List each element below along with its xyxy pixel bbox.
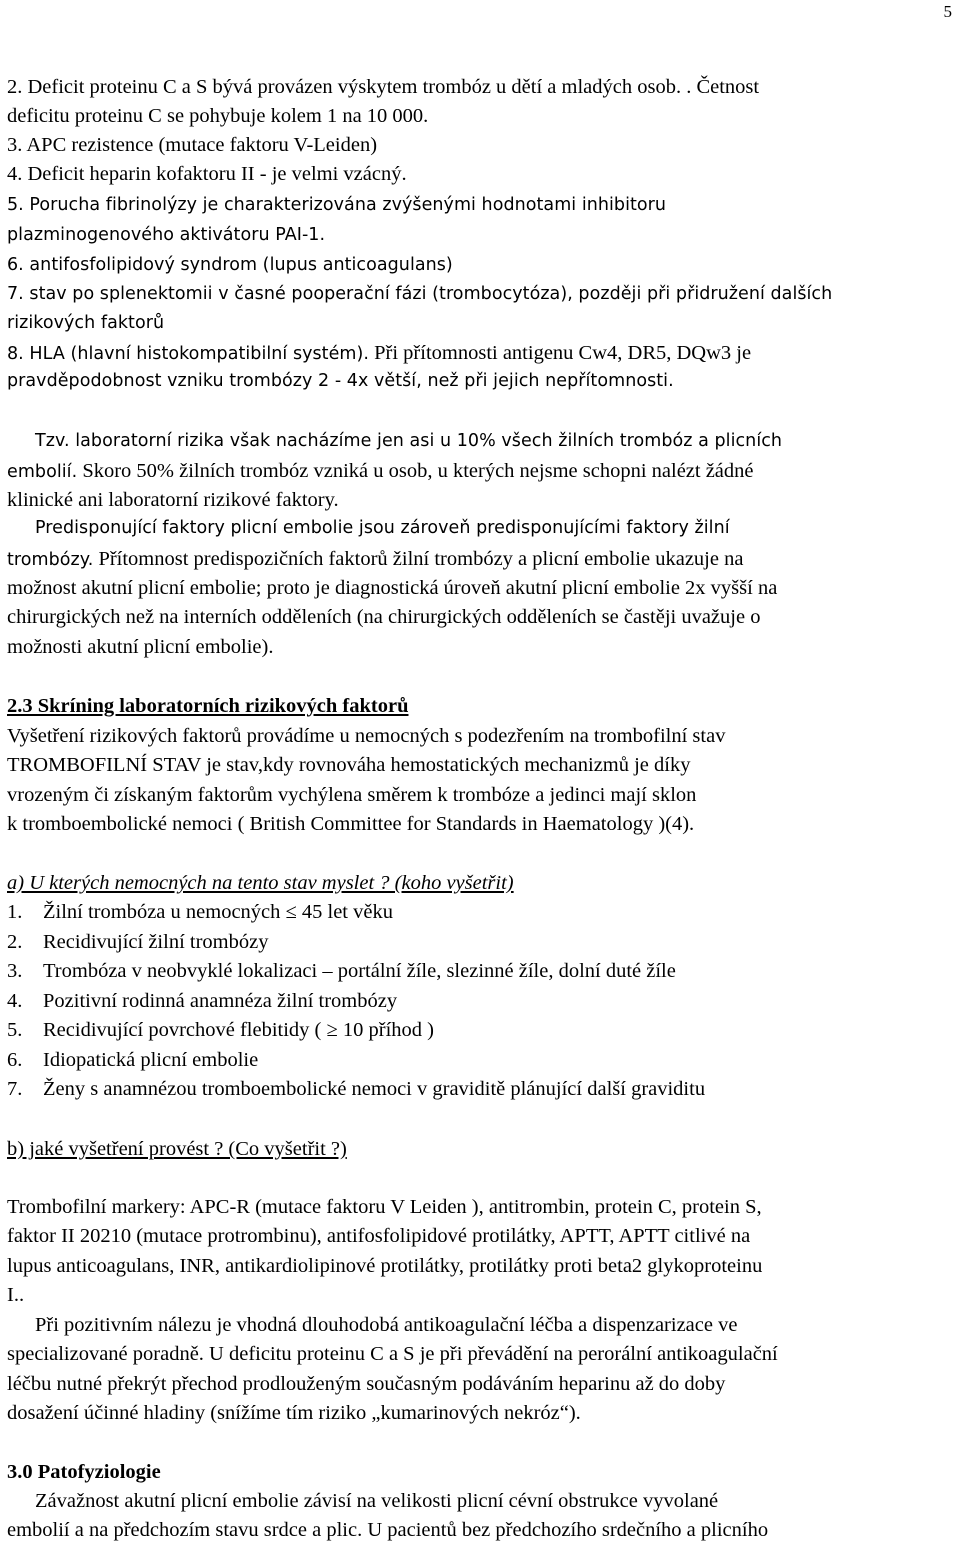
text-line: rizikových faktorů xyxy=(7,313,165,333)
text-line: Při pozitivním nálezu je vhodná dlouhodobá antikoagulační léčba a dispenzarizace ve xyxy=(35,1314,738,1336)
text-line: I.. xyxy=(7,1284,25,1306)
list-item xyxy=(7,932,268,953)
text-segment: embolií. xyxy=(7,462,78,482)
text-segment: Při přítomnosti antigenu Cw4, DR5, DQw3 je xyxy=(369,342,752,364)
list-item-number: 7. xyxy=(7,1078,23,1100)
text-line: deficitu proteinu C se pohybuje kolem 1 na 10 000. xyxy=(7,105,429,127)
list-item-number: 3. xyxy=(7,960,23,982)
text-line: plazminogenového aktivátoru PAI-1. xyxy=(7,225,326,245)
question-b: b) jaké vyšetření provést ? (Co vyšetřit ?) xyxy=(7,1138,347,1160)
text-line: pravděpodobnost vzniku trombózy 2 - 4x větší, než při jejich nepřítomnosti. xyxy=(7,371,674,391)
list-item-number: 1. xyxy=(7,901,23,923)
text-line: léčbu nutné překrýt přechod prodlouženým současným podáváním heparinu až do doby xyxy=(7,1373,726,1395)
list-item xyxy=(7,902,393,923)
text-line: 5. Porucha fibrinolýzy je charakterizována zvýšenými hodnotami inhibitoru xyxy=(7,195,667,215)
text-line: Závažnost akutní plicní embolie závisí na velikosti plicní cévní obstrukce vyvolané xyxy=(35,1490,719,1512)
question-a: a) U kterých nemocných na tento stav myslet ? (koho vyšetřit) xyxy=(7,872,514,894)
text-line: 2. Deficit proteinu C a S bývá provázen výskytem trombóz u dětí a mladých osob. . Četnost xyxy=(7,76,760,98)
section-heading: 2.3 Skríning laboratorních rizikových faktorů xyxy=(7,695,409,717)
text-line: specializované poradně. U deficitu proteinu C a S je při převádění na perorální antikoagulační xyxy=(7,1343,778,1365)
text-line xyxy=(7,343,751,364)
text-line: Vyšetření rizikových faktorů provádíme u nemocných s podezřením na trombofilní stav xyxy=(7,725,726,747)
text-line: 3. APC rezistence (mutace faktoru V-Leiden) xyxy=(7,134,378,156)
list-item xyxy=(7,961,676,982)
text-line: klinické ani laboratorní rizikové faktory. xyxy=(7,489,339,511)
text-line: Predisponující faktory plicní embolie jsou zároveň predisponujícími faktory žilní xyxy=(35,518,730,538)
text-line xyxy=(7,549,743,570)
text-line: k tromboembolické nemoci ( British Committee for Standards in Haematology )(4). xyxy=(7,813,695,835)
list-item-number: 6. xyxy=(7,1049,23,1071)
list-item-text: Ženy s anamnézou tromboembolické nemoci v graviditě plánující další graviditu xyxy=(43,1078,706,1100)
text-segment: 8. HLA (hlavní histokompatibilní systém). xyxy=(7,344,369,364)
section-heading: 3.0 Patofyziologie xyxy=(7,1461,161,1483)
text-line: TROMBOFILNÍ STAV je stav,kdy rovnováha hemostatických mechanizmů je díky xyxy=(7,754,691,776)
list-item xyxy=(7,1020,434,1041)
page-number: 5 xyxy=(943,2,952,21)
text-line: možnost akutní plicní embolie; proto je diagnostická úroveň akutní plicní embolie 2x vyšší na xyxy=(7,577,778,599)
list-item-text: Recidivující povrchové flebitidy ( ≥ 10 příhod ) xyxy=(43,1019,434,1041)
text-line: faktor II 20210 (mutace protrombinu), antifosfolipidové protilátky, APTT, APTT citlivé na xyxy=(7,1225,751,1247)
text-line: Tzv. laboratorní rizika však nacházíme jen asi u 10% všech žilních trombóz a plicních xyxy=(35,431,783,451)
list-item-text: Recidivující žilní trombózy xyxy=(43,931,269,953)
text-line: lupus anticoagulans, INR, antikardiolipinové protilátky, protilátky proti beta2 glykoproteinu xyxy=(7,1255,763,1277)
list-item xyxy=(7,991,397,1012)
text-segment: Přítomnost predispozičních faktorů žilní trombózy a plicní embolie ukazuje na xyxy=(93,548,744,570)
list-item-text: Pozitivní rodinná anamnéza žilní trombózy xyxy=(43,990,398,1012)
list-item-number: 5. xyxy=(7,1019,23,1041)
text-line xyxy=(7,461,754,482)
text-line: vrozeným či získaným faktorům vychýlena směrem k trombóze a jedinci mají sklon xyxy=(7,784,697,806)
text-line: chirurgických než na interních odděleních (na chirurgických odděleních se častěji uvažuje o xyxy=(7,606,761,628)
text-line: 7. stav po splenektomii v časné pooperační fázi (trombocytóza), později při přidružení dalších xyxy=(7,284,833,304)
text-segment: trombózy. xyxy=(7,550,94,570)
text-line: možnosti akutní plicní embolie). xyxy=(7,636,274,658)
text-line: 6. antifosfolipidový syndrom (lupus anticoagulans) xyxy=(7,255,453,275)
list-item-text: Žilní trombóza u nemocných ≤ 45 let věku xyxy=(43,901,393,923)
text-segment: Skoro 50% žilních trombóz vzniká u osob, u kterých nejsme schopni nalézt žádné xyxy=(77,460,754,482)
list-item-text: Trombóza v neobvyklé lokalizaci – portální žíle, slezinné žíle, dolní duté žíle xyxy=(43,960,676,982)
list-item-number: 4. xyxy=(7,990,23,1012)
list-item xyxy=(7,1079,705,1100)
text-line: embolií a na předchozím stavu srdce a plic. U pacientů bez předchozího srdečního a plicního xyxy=(7,1519,769,1541)
text-line: 4. Deficit heparin kofaktoru II - je velmi vzácný. xyxy=(7,163,407,185)
text-line: Trombofilní markery: APC-R (mutace faktoru V Leiden ), antitrombin, protein C, protein S, xyxy=(7,1196,762,1218)
list-item xyxy=(7,1050,258,1071)
list-item-text: Idiopatická plicní embolie xyxy=(43,1049,259,1071)
list-item-number: 2. xyxy=(7,931,23,953)
text-line: dosažení účinné hladiny (snížíme tím riziko „kumarinových nekróz“). xyxy=(7,1402,581,1424)
